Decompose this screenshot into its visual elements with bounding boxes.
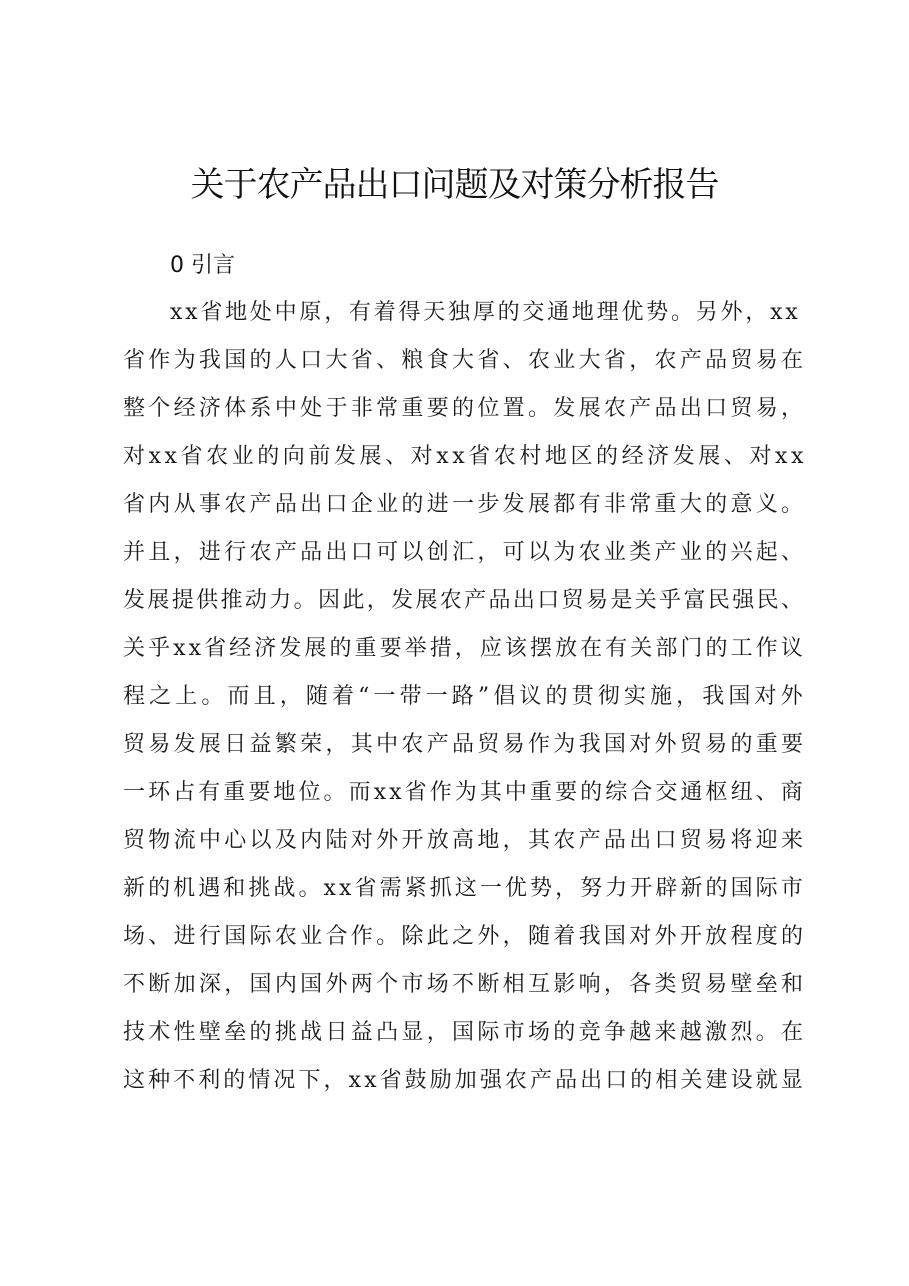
body-line: xx省地处中原，有着得天独厚的交通地理优势。另外，xx xyxy=(170,300,801,325)
body-line: 场、进行国际农业合作。除此之外，随着我国对外开放程度的 xyxy=(123,924,807,949)
body-line: 对xx省农业的向前发展、对xx省农村地区的经济发展、对xx xyxy=(123,444,807,469)
body-line: 一环占有重要地位。而xx省作为其中重要的综合交通枢纽、商 xyxy=(123,780,806,805)
body-line: 并且，进行农产品出口可以创汇，可以为农业类产业的兴起、 xyxy=(123,540,807,565)
body-line: 贸物流中心以及内陆对外开放高地，其农产品出口贸易将迎来 xyxy=(123,828,807,853)
body-line: 省作为我国的人口大省、粮食大省、农业大省，农产品贸易在 xyxy=(123,348,807,373)
body-line: 省内从事农产品出口企业的进一步发展都有非常重大的意义。 xyxy=(123,492,807,517)
section-heading: 0 引言 xyxy=(170,253,235,278)
body-line: 这种不利的情况下，xx省鼓励加强农产品出口的相关建设就显 xyxy=(123,1068,806,1093)
body-line: 发展提供推动力。因此，发展农产品出口贸易是关乎富民强民、 xyxy=(123,588,806,613)
body-line: 新的机遇和挑战。xx省需紧抓这一优势，努力开辟新的国际市 xyxy=(123,876,806,901)
body-line: 不断加深，国内国外两个市场不断相互影响，各类贸易壁垒和 xyxy=(123,972,807,997)
body-line: 关乎xx省经济发展的重要举措，应该摆放在有关部门的工作议 xyxy=(123,636,806,661)
document-title: 关于农产品出口问题及对策分析报告 xyxy=(190,165,719,205)
body-line: 整个经济体系中处于非常重要的位置。发展农产品出口贸易， xyxy=(123,396,807,421)
body-line: 技术性壁垒的挑战日益凸显，国际市场的竞争越来越激烈。在 xyxy=(123,1020,807,1045)
body-line: 程之上。而且，随着“一带一路”倡议的贯彻实施，我国对外 xyxy=(123,684,807,709)
body-line: 贸易发展日益繁荣，其中农产品贸易作为我国对外贸易的重要 xyxy=(123,732,807,757)
